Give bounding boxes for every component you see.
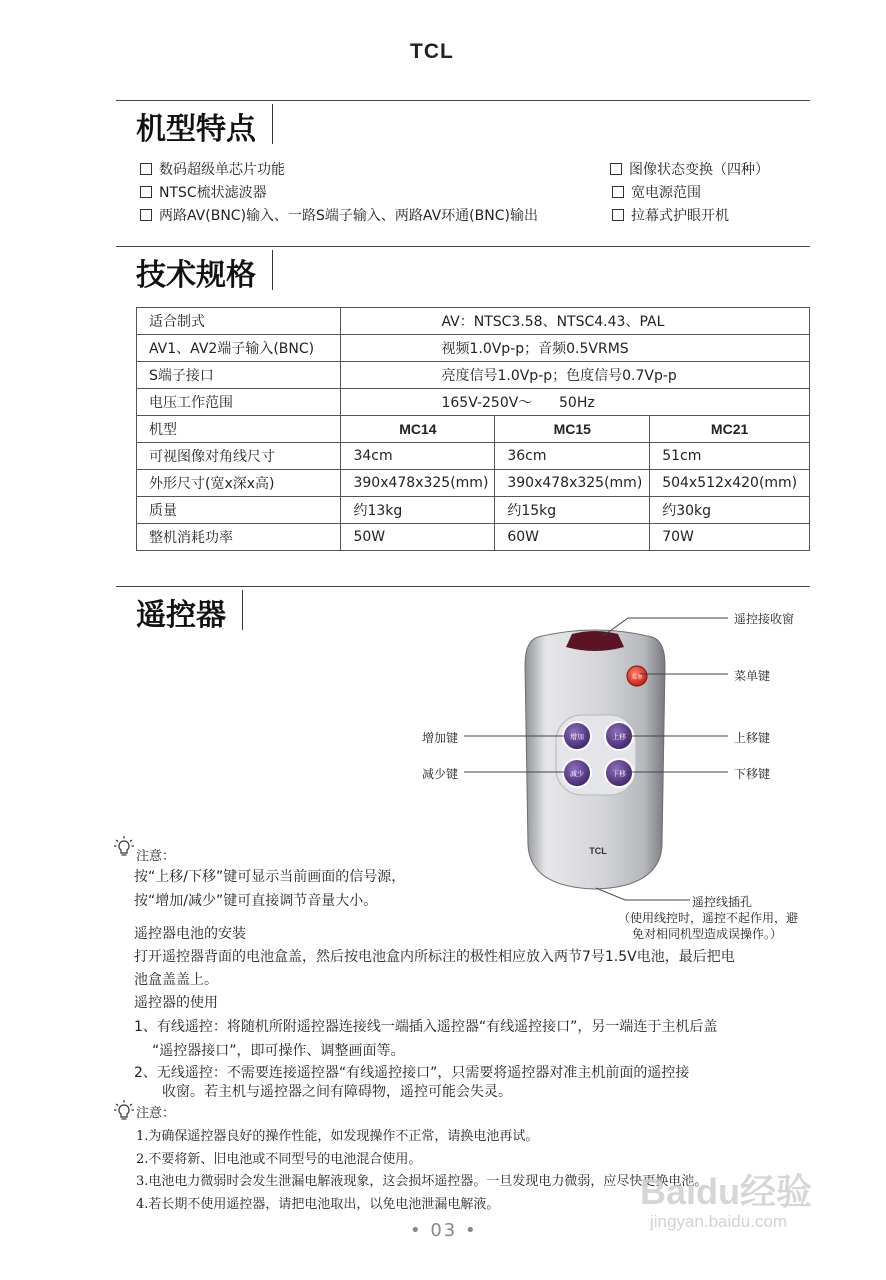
svg-text:上移: 上移 xyxy=(612,733,626,741)
features-title: 机型特点 xyxy=(136,112,256,147)
battery-title: 遥控器电池的安装 xyxy=(134,926,246,942)
vol-up-key-label: 增加键 xyxy=(422,731,459,745)
usage-item: 1、有线遥控：将随机所附遥控器连接线一端插入遥控器“有线遥控接口”，另一端连于主机后盖 xyxy=(134,1019,718,1035)
down-key-label: 下移键 xyxy=(734,767,771,781)
battery-text: 打开遥控器背面的电池盒盖，然后按电池盒内所标注的极性相应放入两节7号1.5V电池，最后把电 xyxy=(134,949,735,965)
table-cell: 机型 xyxy=(137,416,341,443)
usage-item: 2、无线遥控：不需要连接遥控器“有线遥控接口”，只需要将遥控器对准主机前面的遥控接 xyxy=(134,1065,690,1081)
menu-key-label: 菜单键 xyxy=(734,669,771,683)
table-cell: 外形尺寸(宽x深x高) xyxy=(137,470,341,497)
table-header: MC15 xyxy=(495,416,650,443)
table-cell: AV：NTSC3.58、NTSC4.43、PAL xyxy=(341,308,810,335)
watermark-url: jingyan.baidu.com xyxy=(650,1212,788,1231)
vol-down-key-label: 减少键 xyxy=(422,767,459,781)
note-title: 注意： xyxy=(136,1106,176,1121)
table-cell: 50W xyxy=(341,524,495,551)
table-cell: 约30kg xyxy=(650,497,810,524)
table-cell: 电压工作范围 xyxy=(137,389,341,416)
table-cell: 51cm xyxy=(650,443,810,470)
table-cell: 约13kg xyxy=(341,497,495,524)
svg-text:下移: 下移 xyxy=(612,770,626,778)
table-cell: S端子接口 xyxy=(137,362,341,389)
usage-item: “遥控器接口”，即可操作、调整画面等。 xyxy=(152,1043,405,1059)
feature-item: 数码超级单芯片功能 xyxy=(140,159,285,179)
table-cell: 整机消耗功率 xyxy=(137,524,341,551)
receiver-label: 遥控接收窗 xyxy=(734,612,795,626)
feature-item: 宽电源范围 xyxy=(612,182,701,202)
note-line: 按“增加/减少”键可直接调节音量大小。 xyxy=(134,893,378,909)
table-cell: 质量 xyxy=(137,497,341,524)
table-cell: 165V-250V～ 50Hz xyxy=(341,389,810,416)
note-title: 注意： xyxy=(136,849,176,864)
usage-title: 遥控器的使用 xyxy=(134,995,218,1011)
lightbulb-icon xyxy=(114,836,134,858)
note-line: 4.若长期不使用遥控器，请把电池取出，以免电池泄漏电解液。 xyxy=(136,1197,500,1212)
remote-title: 遥控器 xyxy=(136,598,226,633)
table-header: MC21 xyxy=(650,416,810,443)
wire-note: 免对相同机型造成误操作。） xyxy=(632,927,783,941)
brand-logo: TCL xyxy=(410,40,454,63)
table-cell: 390x478x325(mm) xyxy=(495,470,650,497)
table-cell: 504x512x420(mm) xyxy=(650,470,810,497)
table-header: MC14 xyxy=(341,416,495,443)
note-line: 2.不要将新、旧电池或不同型号的电池混合使用。 xyxy=(136,1152,422,1167)
wire-jack-label: 遥控线插孔 xyxy=(692,895,753,909)
table-cell: 可视图像对角线尺寸 xyxy=(137,443,341,470)
table-cell: 约15kg xyxy=(495,497,650,524)
table-cell: 视频1.0Vp-p；音频0.5VRMS xyxy=(341,335,810,362)
table-cell: 34cm xyxy=(341,443,495,470)
table-cell: 亮度信号1.0Vp-p；色度信号0.7Vp-p xyxy=(341,362,810,389)
page-number: • 03 • xyxy=(410,1220,478,1241)
feature-item: 两路AV(BNC)输入、一路S端子输入、两路AV环通(BNC)输出 xyxy=(140,205,538,225)
feature-item: NTSC梳状滤波器 xyxy=(140,182,267,202)
feature-item: 拉幕式护眼开机 xyxy=(612,205,729,225)
svg-text:增加: 增加 xyxy=(570,733,584,741)
table-cell: 390x478x325(mm) xyxy=(341,470,495,497)
svg-text:减少: 减少 xyxy=(570,770,584,778)
usage-item: 收窗。若主机与遥控器之间有障碍物，遥控可能会失灵。 xyxy=(162,1084,512,1100)
note-line: 3.电池电力微弱时会发生泄漏电解液现象，这会损坏遥控器。一旦发现电力微弱，应尽快更换电池。 xyxy=(136,1174,708,1189)
feature-item: 图像状态变换（四种） xyxy=(610,159,769,179)
table-cell: 60W xyxy=(495,524,650,551)
spec-title: 技术规格 xyxy=(136,258,256,293)
svg-text:菜单: 菜单 xyxy=(630,674,644,681)
table-cell: 适合制式 xyxy=(137,308,341,335)
table-cell: 70W xyxy=(650,524,810,551)
svg-text:TCL: TCL xyxy=(589,846,607,856)
note-line: 按“上移/下移”键可显示当前画面的信号源， xyxy=(134,869,406,885)
note-line: 1.为确保遥控器良好的操作性能，如发现操作不正常，请换电池再试。 xyxy=(136,1129,539,1144)
wire-note: （使用线控时，遥控不起作用，避 xyxy=(618,911,799,925)
table-cell: 36cm xyxy=(495,443,650,470)
table-cell: AV1、AV2端子输入(BNC) xyxy=(137,335,341,362)
lightbulb-icon xyxy=(114,1100,134,1122)
up-key-label: 上移键 xyxy=(734,731,771,745)
battery-text: 池盒盖盖上。 xyxy=(134,972,218,988)
watermark-logo: Baidu经验 xyxy=(640,1171,813,1212)
